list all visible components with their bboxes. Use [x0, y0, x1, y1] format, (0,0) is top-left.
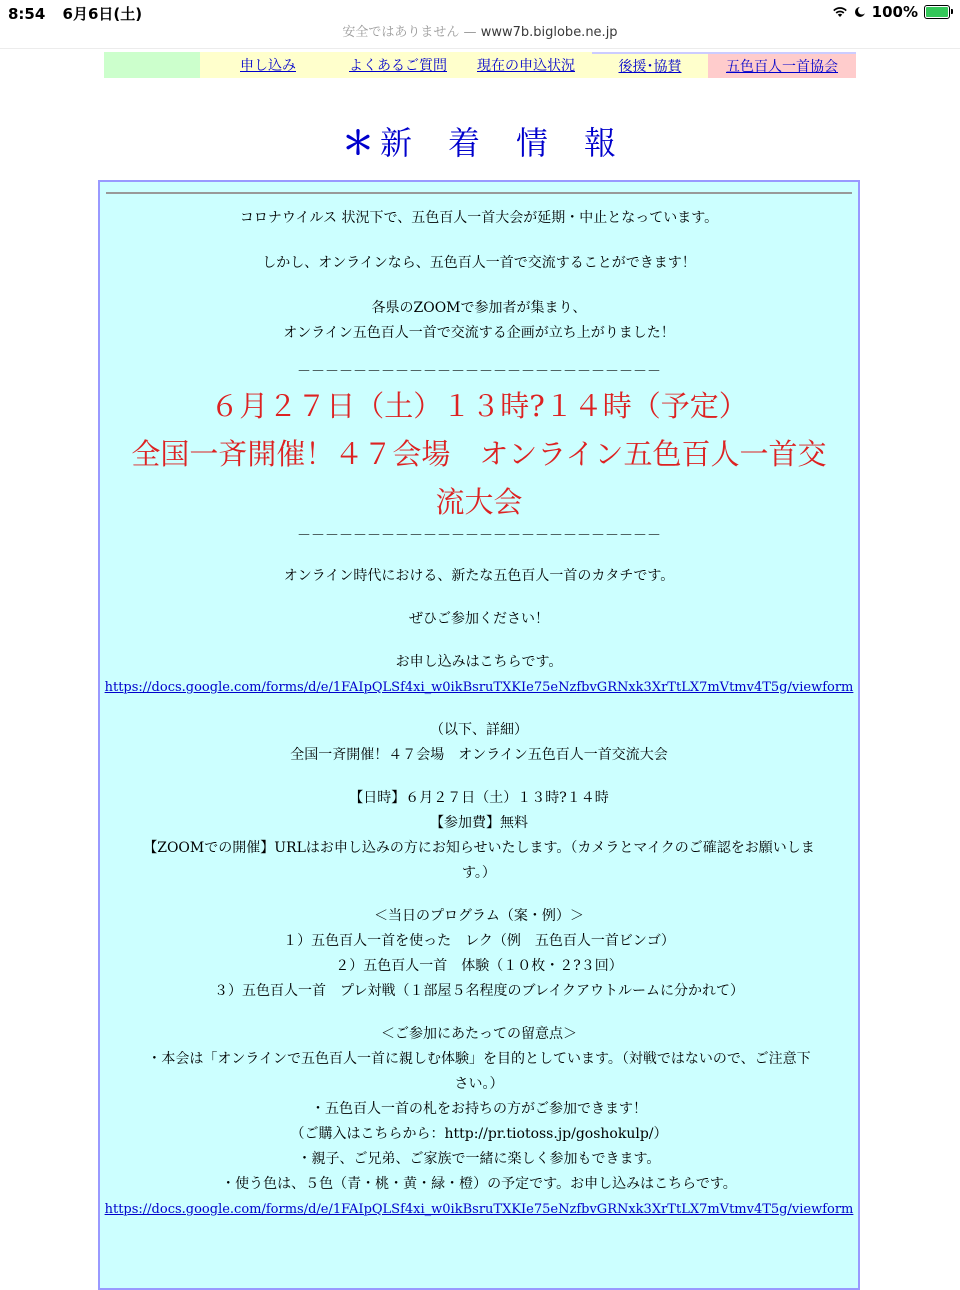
news-panel	[98, 180, 860, 1290]
status-bar	[0, 0, 960, 24]
notes-heading: ＜ご参加にあたっての留意点＞	[381, 1026, 577, 1042]
program-item: １）五色百人一首を使った レク（例 五色百人一首ビンゴ）	[283, 933, 675, 949]
top-nav	[104, 52, 856, 78]
date-line: 【日時】６月２７日（土）１３時?１４時	[349, 790, 609, 806]
note-item: ・親子、ご兄弟、ご家族で一緒に楽しく参加もできます。	[297, 1151, 661, 1167]
nav-cell-apply	[200, 52, 336, 78]
nav-link-status[interactable]: 現在の申込状況	[477, 58, 575, 74]
address-bar[interactable]	[0, 24, 960, 49]
nav-link-apply[interactable]: 申し込み	[240, 58, 296, 74]
nav-cell-blank	[104, 52, 200, 78]
intro-text: オンライン五色百人一首で交流する企画が立ち上がりました！	[283, 325, 675, 341]
event-headline: 全国一斉開催！４７会場 オンライン五色百人一首交	[131, 437, 827, 471]
divider	[106, 192, 852, 194]
body-text: ぜひご参加ください！	[409, 611, 549, 627]
intro-text: 各県のZOOMで参加者が集まり、	[371, 300, 587, 316]
program-item: ３）五色百人一首 プレ対戦（１部屋５名程度のブレイクアウトルームに分かれて）	[214, 983, 744, 999]
page-title	[0, 118, 960, 164]
detail-heading: （以下、詳細）	[430, 722, 528, 738]
zoom-line: 【ZOOMでの開催】URLはお申し込みの方にお知らせいたします。（カメラとマイクのご確認をお願いしま	[143, 840, 815, 856]
event-headline: ６月２７日（土）１３時?１４時（予定）	[210, 389, 748, 423]
status-time: 8:54	[8, 5, 46, 23]
news-content	[104, 206, 854, 1222]
nav-link-faq[interactable]: よくあるご質問	[349, 58, 447, 74]
status-date: 6月6日(土)	[62, 5, 143, 23]
apply-link[interactable]: https://docs.google.com/forms/d/e/1FAIpQLSf4xi_w0ikBsruTXKIe75eNzfbvGRNxk3XrTtLX7mVtmv4T5g/viewform	[104, 680, 854, 695]
intro-text: しかし、オンラインなら、五色百人一首で交流することができます！	[262, 255, 696, 271]
security-label: 安全ではありません —	[342, 25, 477, 40]
nav-cell-status	[460, 52, 592, 78]
host-label: www7b.biglobe.ne.jp	[480, 25, 618, 40]
nav-link-sponsors[interactable]: 後援･協賛	[618, 59, 682, 75]
zoom-line: す。）	[462, 865, 496, 881]
note-item: ・使う色は、５色（青・桃・黄・緑・橙）の予定です。お申し込みはこちらです。	[221, 1176, 737, 1192]
nav-cell-sponsors	[592, 52, 708, 78]
program-item: ２）五色百人一首 体験（１０枚・２?３回）	[335, 958, 623, 974]
nav-link-association[interactable]: 五色百人一首協会	[726, 59, 838, 75]
program-heading: ＜当日のプログラム（案・例）＞	[374, 908, 584, 924]
fee-line: 【参加費】無料	[430, 815, 528, 831]
detail-title: 全国一斉開催！４７会場 オンライン五色百人一首交流大会	[290, 747, 668, 763]
apply-text: お申し込みはこちらです。	[395, 654, 563, 670]
dash-divider: －－－－－－－－－－－－－－－－－－－－－－－－－－	[297, 528, 661, 544]
intro-text: コロナウイルス 状況下で、五色百人一首大会が延期・中止となっています。	[239, 210, 719, 226]
note-item: さい。）	[454, 1076, 504, 1092]
body-text: オンライン時代における、新たな五色百人一首のカタチです。	[283, 568, 675, 584]
battery-icon	[924, 5, 950, 19]
nav-cell-association	[708, 52, 856, 78]
note-item: （ご購入はこちらから：http://pr.tiotoss.jp/goshokulp/）	[290, 1126, 668, 1142]
wifi-icon	[832, 6, 848, 18]
note-item: ・本会は「オンラインで五色百人一首に親しむ体験」を目的としています。（対戦ではないので、ご注意下	[147, 1051, 811, 1067]
page-title-text: 新 着 情 報	[380, 124, 619, 162]
dash-divider: －－－－－－－－－－－－－－－－－－－－－－－－－－	[297, 364, 661, 380]
nav-cell-faq	[336, 52, 460, 78]
asterisk-icon: ＊	[341, 124, 376, 162]
note-item: ・五色百人一首の札をお持ちの方がご参加できます！	[311, 1101, 647, 1117]
apply-link[interactable]: https://docs.google.com/forms/d/e/1FAIpQLSf4xi_w0ikBsruTXKIe75eNzfbvGRNxk3XrTtLX7mVtmv4T5g/viewform	[104, 1202, 854, 1217]
battery-percent: 100%	[871, 3, 918, 21]
event-headline: 流大会	[435, 485, 523, 519]
moon-icon	[854, 6, 866, 18]
